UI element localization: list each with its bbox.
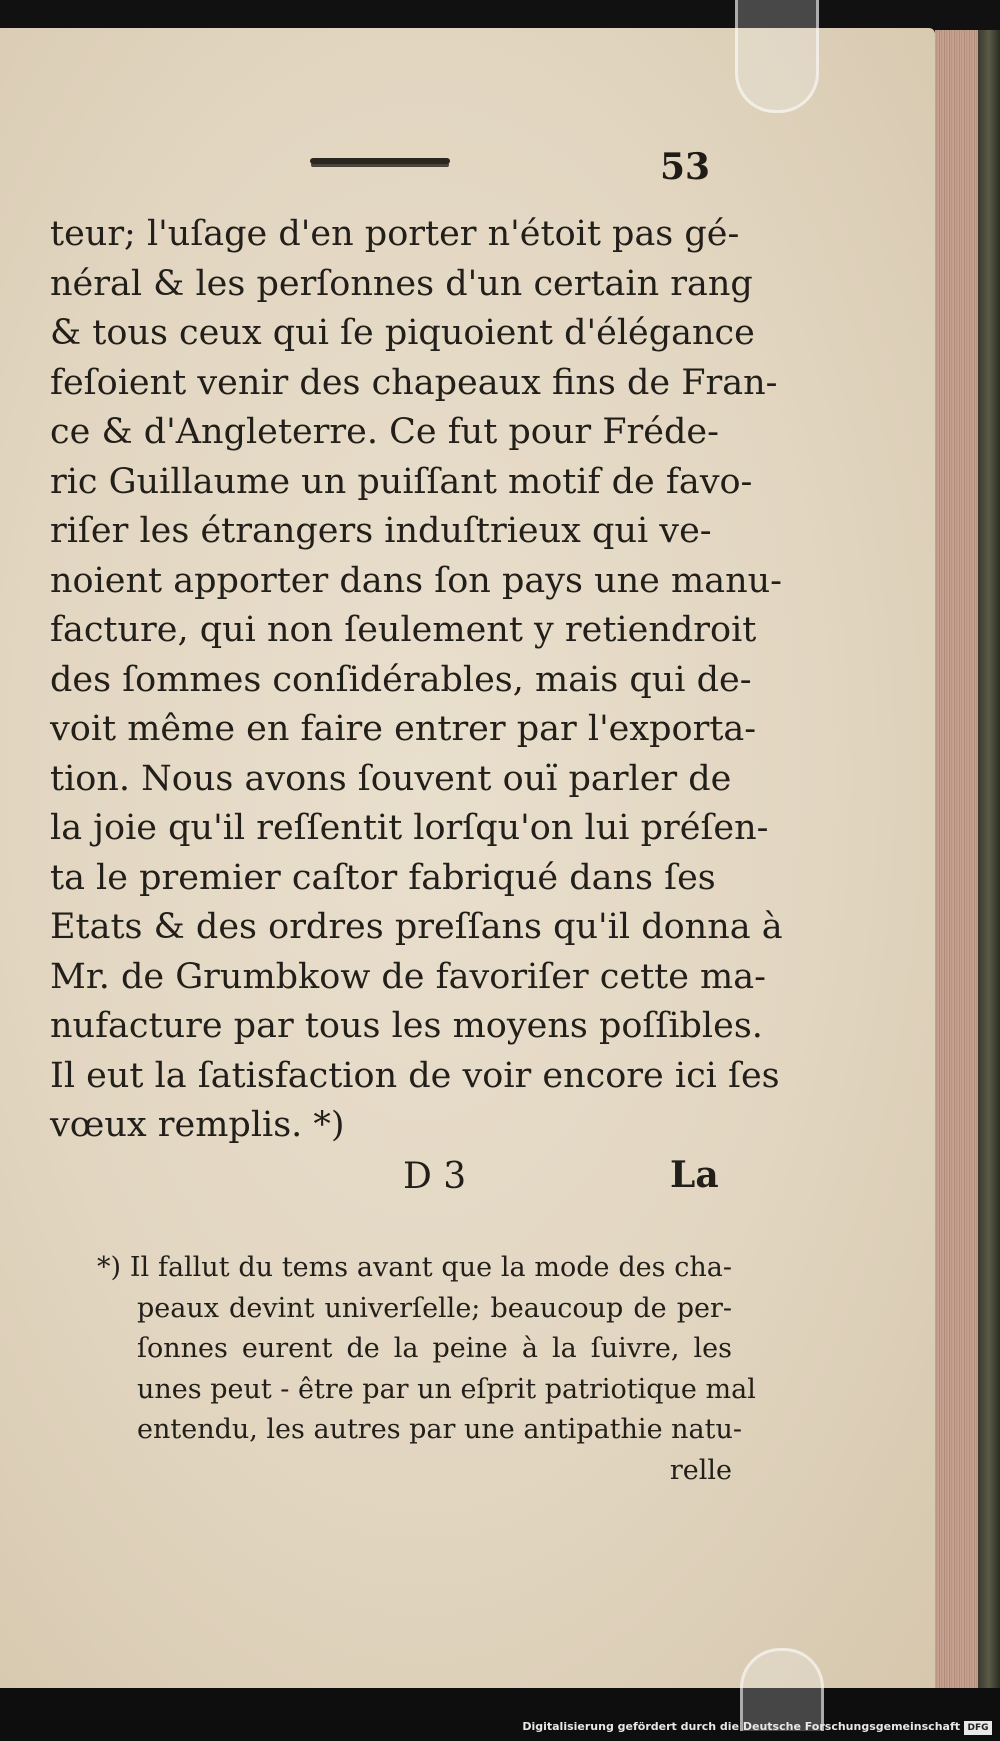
body-line: teur; l'uſage d'en porter n'étoit pas gé- [50,214,740,254]
dfg-logo: DFG [964,1721,992,1735]
body-line: ce & d'Angleterre. Ce fut pour Fréde- [50,412,719,452]
footnote-line: unes peut - être par un eſprit patriotique mal [137,1373,756,1405]
page-clip-top [735,0,819,113]
body-line: la joie qu'il reſſentit lorſqu'on lui préſen- [50,808,769,848]
footnote-line: *) Il fallut du tems avant que la mode des cha- [97,1252,732,1283]
body-text [50,210,783,1151]
book-cover-edge [978,30,1000,1690]
body-line: tion. Nous avons ſouvent ouï parler de [50,758,732,799]
header-rule [310,158,450,164]
footnote [97,1248,756,1491]
body-line: Etats & des ordres preſſans qu'il donna à [50,907,783,947]
body-line: vœux remplis. *) [50,1105,345,1145]
bottom-band [0,1688,1000,1741]
footnote-line: entendu, les autres par une antipathie natu- [137,1414,742,1445]
body-line: des ſommes conſidérables, mais qui de- [50,659,752,700]
body-line: ta le premier caſtor fabriqué dans ſes [50,857,716,898]
book-top-edge [0,0,1000,30]
body-line: Mr. de Grumbkow de favoriſer cette ma- [50,956,766,997]
footnote-line: relle [669,1454,732,1486]
catchword: La [670,1154,719,1196]
body-line: & tous ceux qui ſe piquoient d'élégance [50,313,755,353]
footnote-line: peaux devint univerſelle; beaucoup de per- [137,1292,732,1324]
page-clip-bottom [740,1648,824,1731]
body-line: Il eut la ſatisfaction de voir encore ici ſes [50,1055,780,1096]
body-line: noient apporter dans ſon pays une manu- [50,560,782,601]
body-line: ric Guillaume un puiſſant motif de favo- [50,461,753,502]
body-line: voit même en faire entrer par l'exporta- [50,709,757,749]
body-line: nufacture par tous les moyens poſſibles. [50,1006,763,1046]
body-line: feſoient venir des chapeaux fins de Fran- [50,362,778,403]
page-number: 53 [660,146,711,188]
signature-mark: D 3 [403,1156,467,1197]
page-edges [935,30,981,1690]
footnote-line: ſonnes eurent de la peine à la ſuivre, les [137,1333,732,1364]
body-line: facture, qui non ſeulement y retiendroit [50,610,757,650]
body-line: riſer les étrangers induſtrieux qui ve- [50,511,712,551]
digitization-credit: Digitalisierung gefördert durch die Deutsche Forschungsgemeinschaft [522,1720,960,1733]
body-line: néral & les perſonnes d'un certain rang [50,263,753,304]
